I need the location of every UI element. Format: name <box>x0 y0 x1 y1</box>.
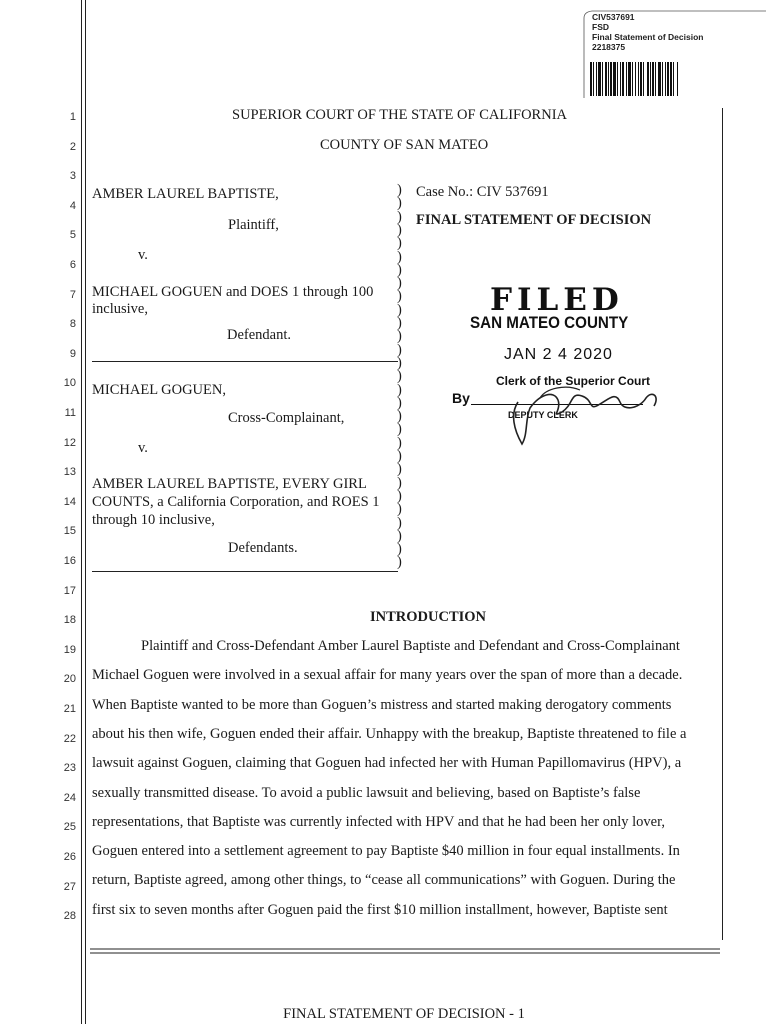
caption-paren: ) <box>397 474 402 491</box>
body-line: representations, that Baptiste was currently infected with HPV and that he had been her only lover, <box>92 813 665 830</box>
line-number: 12 <box>63 436 76 449</box>
barcode-bar <box>626 62 627 96</box>
court-name: SUPERIOR COURT OF THE STATE OF CALIFORNIA <box>232 107 568 123</box>
barcode-bar <box>647 62 649 96</box>
cross-defendant-line-2: COUNTS, a California Corporation, and ROES 1 <box>92 494 380 510</box>
line-number: 16 <box>63 555 76 567</box>
caption-paren: ) <box>397 487 402 504</box>
caption-paren: ) <box>397 394 402 411</box>
caption-paren: ) <box>397 527 402 544</box>
barcode-bar <box>602 62 603 96</box>
defendant-line-2: inclusive, <box>92 301 148 317</box>
filed-stamp-date: JAN 2 4 2020 <box>504 346 613 363</box>
line-number: 9 <box>69 347 76 360</box>
court-county: COUNTY OF SAN MATEO <box>320 137 489 153</box>
versus-2: v. <box>138 440 148 456</box>
barcode-bar <box>613 62 616 96</box>
body-line: Goguen entered into a settlement agreement to pay Baptiste $40 million in four equal installments. In <box>92 843 680 860</box>
barcode-bar <box>650 62 651 96</box>
caption-paren: ) <box>397 221 402 238</box>
cross-defendant-role: Defendants. <box>228 540 298 556</box>
caption-paren: ) <box>397 421 402 438</box>
line-number: 15 <box>63 525 76 538</box>
case-number: Case No.: CIV 537691 <box>416 184 549 200</box>
section-heading: INTRODUCTION <box>370 609 487 625</box>
barcode-bar <box>608 62 609 96</box>
barcode-bar <box>655 62 656 96</box>
footer-double-rule <box>90 948 720 954</box>
caption-paren: ) <box>397 448 402 464</box>
cross-defendant-line-1: AMBER LAUREL BAPTISTE, EVERY GIRL <box>92 476 367 492</box>
line-number: 13 <box>63 466 76 479</box>
barcode-bar <box>643 62 644 96</box>
line-number: 4 <box>69 199 76 212</box>
line-number: 17 <box>63 584 76 597</box>
caption-paren: ) <box>397 208 402 225</box>
caption-paren: ) <box>397 381 402 398</box>
caption-bottom-rule <box>92 571 398 572</box>
caption-paren: ) <box>397 434 402 451</box>
line-number: 28 <box>63 910 76 923</box>
barcode-bar <box>638 62 639 96</box>
caption-paren: ) <box>397 354 402 371</box>
line-number: 1 <box>69 111 76 123</box>
barcode-bar <box>670 62 672 96</box>
filed-stamp-by: By <box>452 390 470 406</box>
barcode-bar <box>628 62 631 96</box>
clerk-signature-icon <box>470 368 670 448</box>
barcode-icon <box>590 62 722 96</box>
caption-paren: ) <box>397 408 402 425</box>
body-line: When Baptiste wanted to be more than Goguen’s mistress and started making derogatory comments <box>92 696 672 713</box>
line-number: 18 <box>63 614 76 627</box>
line-number: 8 <box>69 318 76 331</box>
caption-paren: ) <box>397 541 402 558</box>
body-line: lawsuit against Goguen, claiming that Goguen had infected her with Human Papillomavirus (HPV), a <box>92 755 682 772</box>
barcode-bar <box>673 62 674 96</box>
line-number: 25 <box>63 821 76 834</box>
line-number: 11 <box>64 407 76 419</box>
versus-1: v. <box>138 247 148 263</box>
barcode-bar <box>598 62 601 96</box>
right-margin-rule <box>722 108 723 940</box>
cross-complainant-name: MICHAEL GOGUEN, <box>92 382 226 398</box>
line-number: 3 <box>69 170 76 183</box>
document-title: FINAL STATEMENT OF DECISION <box>416 212 652 228</box>
line-number: 21 <box>63 703 76 715</box>
barcode-bar <box>632 62 633 96</box>
line-number: 14 <box>63 495 76 508</box>
caption-paren: ) <box>397 501 402 518</box>
barcode-bar <box>662 62 663 96</box>
barcode-bar <box>640 62 642 96</box>
barcode-bar <box>596 62 597 96</box>
label-line-title: Final Statement of Decision <box>592 32 704 42</box>
caption-paren: ) <box>397 182 402 198</box>
line-number: 23 <box>63 762 76 775</box>
left-margin-rule-inner <box>85 0 86 1024</box>
barcode-bar <box>590 62 592 96</box>
barcode-bar <box>665 62 666 96</box>
caption-paren: ) <box>397 328 402 345</box>
caption-paren: ) <box>397 275 402 292</box>
line-number: 6 <box>69 259 76 271</box>
line-number: 22 <box>63 732 76 745</box>
page-footer: FINAL STATEMENT OF DECISION - 1 <box>283 1006 525 1022</box>
body-line: sexually transmitted disease. To avoid a public lawsuit and believing, based on Baptiste’s false <box>92 784 641 801</box>
caption-divider <box>92 361 398 362</box>
caption-paren: ) <box>397 554 402 571</box>
plaintiff-name: AMBER LAUREL BAPTISTE, <box>92 186 279 202</box>
caption-paren: ) <box>397 261 402 278</box>
cross-complainant-role: Cross-Complainant, <box>228 410 345 426</box>
body-line: Michael Goguen were involved in a sexual affair for many years over the span of more than a decade. <box>92 667 683 684</box>
caption-paren: ) <box>397 235 402 252</box>
line-number: 20 <box>63 673 76 686</box>
line-number: 10 <box>63 377 76 390</box>
label-line-case: CIV537691 <box>592 12 635 22</box>
plaintiff-role: Plaintiff, <box>228 217 279 233</box>
barcode-bar <box>620 62 621 96</box>
filed-stamp-deputy: DEPUTY CLERK <box>508 410 578 420</box>
barcode-bar <box>658 62 661 96</box>
caption-paren: ) <box>397 461 402 478</box>
barcode-bar <box>677 62 678 96</box>
barcode-bar <box>635 62 636 96</box>
body-line: return, Baptiste agreed, among other things, to “cease all communications” with Goguen. During the <box>92 872 676 889</box>
line-number: 24 <box>63 791 76 804</box>
barcode-bar <box>667 62 669 96</box>
filed-stamp-county: SAN MATEO COUNTY <box>470 314 629 332</box>
defendant-line-1: MICHAEL GOGUEN and DOES 1 through 100 <box>92 284 374 300</box>
label-line-number: 2218375 <box>592 42 626 52</box>
line-number: 19 <box>63 643 76 656</box>
cross-defendant-line-3: through 10 inclusive, <box>92 512 215 528</box>
defendant-role: Defendant. <box>227 327 292 343</box>
caption-paren: ) <box>397 248 402 265</box>
barcode-bar <box>593 62 594 96</box>
label-line-code: FSD <box>592 22 609 32</box>
left-margin-rule <box>81 0 82 1024</box>
line-number: 5 <box>69 229 76 242</box>
body-line: about his then wife, Goguen ended their affair. Unhappy with the breakup, Baptiste threatened to file a <box>92 725 687 742</box>
barcode-bar <box>652 62 654 96</box>
line-number: 7 <box>69 288 76 301</box>
body-line: Plaintiff and Cross-Defendant Amber Laurel Baptiste and Defendant and Cross-Complainant <box>141 638 680 654</box>
caption-paren: ) <box>397 301 402 318</box>
barcode-bar <box>610 62 612 96</box>
caption-paren: ) <box>397 514 402 531</box>
barcode-bar <box>622 62 624 96</box>
filed-stamp: FILED <box>490 282 624 318</box>
line-number: 27 <box>63 880 76 893</box>
caption-paren: ) <box>397 368 402 385</box>
caption-paren: ) <box>397 341 402 358</box>
body-line: first six to seven months after Goguen paid the first $10 million installment, however, Baptiste sent <box>92 901 668 918</box>
line-number: 2 <box>69 140 76 153</box>
barcode-bar <box>617 62 618 96</box>
caption-paren: ) <box>397 195 402 212</box>
filed-stamp-clerk: Clerk of the Superior Court <box>496 374 651 388</box>
barcode-bar <box>605 62 607 96</box>
caption-paren: ) <box>397 288 402 305</box>
line-number: 26 <box>63 851 76 863</box>
caption-paren: ) <box>397 315 402 331</box>
